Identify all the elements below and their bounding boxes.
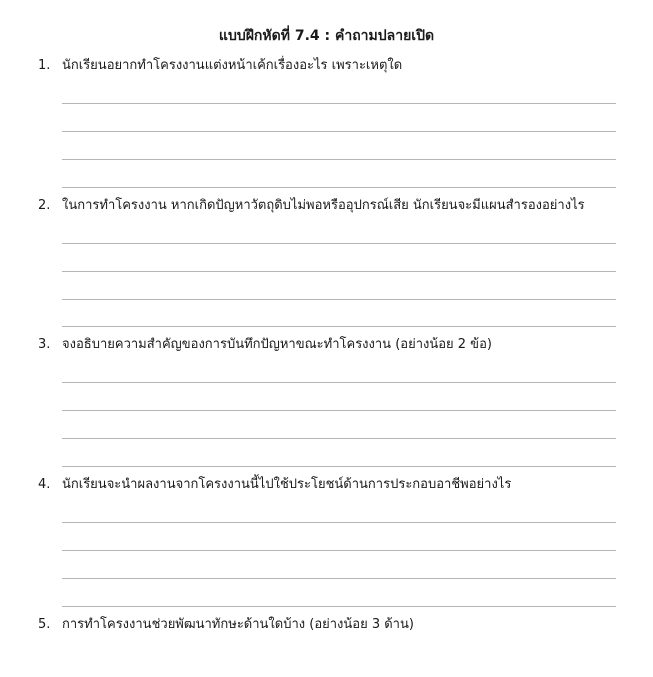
answer-line[interactable] (62, 438, 616, 439)
answer-line[interactable] (62, 131, 616, 132)
question-text: จงอธิบายความสำคัญของการบันทึกปัญหาขณะทำโครงงาน (อย่างน้อย 2 ข้อ) (62, 337, 492, 352)
answer-line[interactable] (62, 326, 616, 327)
answer-line[interactable] (62, 243, 616, 244)
answer-line[interactable] (62, 522, 616, 523)
question-text: นักเรียนอยากทำโครงงานแต่งหน้าเค้กเรื่องอะไร เพราะเหตุใด (62, 58, 403, 73)
question-1 (38, 57, 628, 75)
question-text: การทำโครงงานช่วยพัฒนาทักษะด้านใดบ้าง (อย่างน้อย 3 ด้าน) (62, 617, 414, 632)
question-number: 4. (38, 477, 51, 492)
question-2 (38, 197, 628, 215)
answer-line[interactable] (62, 578, 616, 579)
answer-line[interactable] (62, 466, 616, 467)
question-4 (38, 476, 628, 494)
worksheet-title: แบบฝึกหัดที่ 7.4 : คำถามปลายเปิด (218, 28, 435, 44)
answer-line[interactable] (62, 271, 616, 272)
question-number: 5. (38, 617, 51, 632)
question-number: 2. (38, 198, 51, 213)
answer-line[interactable] (62, 410, 616, 411)
question-number: 1. (38, 58, 51, 73)
question-5 (38, 616, 628, 634)
answer-line[interactable] (62, 382, 616, 383)
question-number: 3. (38, 337, 51, 352)
answer-line[interactable] (62, 550, 616, 551)
answer-line[interactable] (62, 606, 616, 607)
answer-line[interactable] (62, 187, 616, 188)
question-text: ในการทำโครงงาน หากเกิดปัญหาวัตถุดิบไม่พอหรืออุปกรณ์เสีย นักเรียนจะมีแผนสำรองอย่างไร (62, 198, 585, 213)
answer-line[interactable] (62, 299, 616, 300)
answer-line[interactable] (62, 103, 616, 104)
answer-line[interactable] (62, 159, 616, 160)
question-3 (38, 336, 628, 354)
question-text: นักเรียนจะนำผลงานจากโครงงานนี้ไปใช้ประโยชน์ด้านการประกอบอาชีพอย่างไร (62, 477, 512, 492)
